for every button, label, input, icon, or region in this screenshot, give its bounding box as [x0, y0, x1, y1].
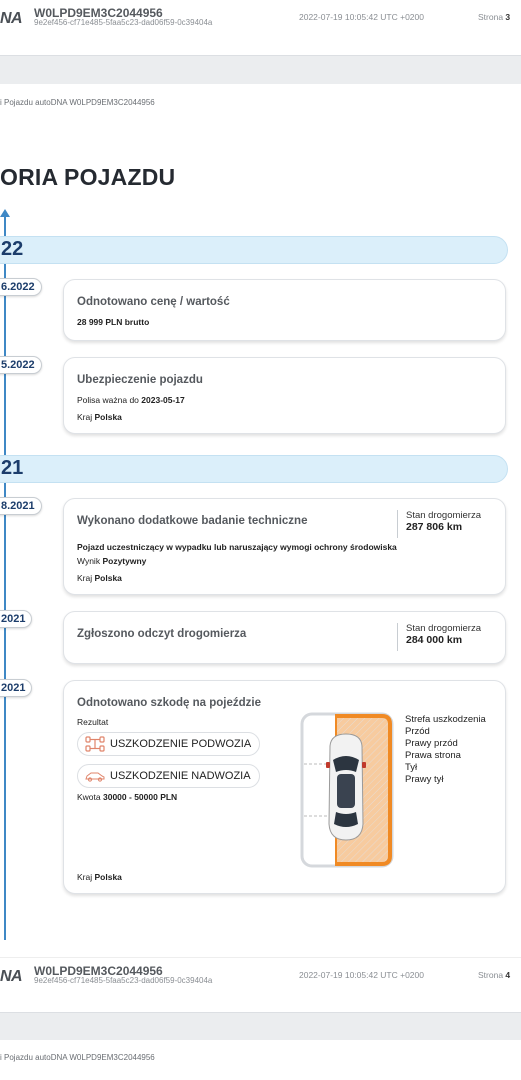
footer-timestamp: 2022-07-19 10:05:42 UTC +0200: [299, 12, 424, 22]
event-card-damage: [63, 680, 506, 894]
zone-item: Prawy tył: [405, 774, 444, 785]
event-title: Ubezpieczenie pojazdu: [77, 374, 203, 386]
car-body-icon: [84, 768, 106, 784]
event-date: 5.2022: [0, 356, 42, 374]
year-label: 21: [1, 457, 24, 479]
event-card-insurance: [63, 357, 506, 434]
odometer-label: Stan drogomierza: [406, 510, 481, 521]
year-band-2021: [0, 455, 508, 483]
result-line: Wynik Pozytywny: [77, 556, 147, 566]
footer-page-number: Strona 3: [478, 12, 511, 22]
odometer-reading: [397, 510, 481, 538]
country-line: Kraj Polska: [77, 573, 122, 583]
zone-item: Prawa strona: [405, 750, 461, 761]
car-damage-diagram: [300, 712, 394, 868]
event-date: 2021: [0, 610, 32, 628]
damage-zones-list: [405, 714, 486, 786]
page-footer-top: [0, 0, 521, 56]
event-title: Odnotowano cenę / wartość: [77, 296, 230, 308]
policy-line: Polisa ważna do 2023-05-17: [77, 395, 185, 405]
odometer-label: Stan drogomierza: [406, 623, 481, 634]
event-value: 28 999 PLN brutto: [77, 317, 150, 327]
odometer-value: 287 806 km: [406, 521, 463, 533]
event-card-inspection: [63, 498, 506, 595]
odometer-reading: [397, 623, 481, 651]
running-head: i Pojazdu autoDNA W0LPD9EM3C2044956: [0, 98, 155, 107]
zone-item: Prawy przód: [405, 738, 458, 749]
event-title: Wykonano dodatkowe badanie techniczne: [77, 515, 308, 527]
damage-label: USZKODZENIE NADWOZIA: [110, 770, 251, 782]
event-card-price: [63, 279, 506, 341]
event-date: 2021: [0, 679, 32, 697]
damage-tag-body: [77, 764, 260, 788]
autodna-logo: NA: [0, 968, 23, 985]
event-card-odometer: [63, 611, 506, 664]
footer-page-number: Strona 4: [478, 970, 511, 980]
event-date: 6.2022: [0, 278, 42, 296]
event-title: Zgłoszono odczyt drogomierza: [77, 628, 247, 640]
country-line: Kraj Polska: [77, 412, 122, 422]
page-title: ORIA POJAZDU: [0, 164, 176, 190]
running-head: i Pojazdu autoDNA W0LPD9EM3C2044956: [0, 1053, 155, 1062]
damage-label: USZKODZENIE PODWOZIA: [110, 738, 252, 750]
page-footer-bottom: [0, 957, 521, 1013]
inspection-note: Pojazd uczestniczący w wypadku lub naruszający wymogi ochrony środowiska: [77, 542, 397, 552]
footer-timestamp: 2022-07-19 10:05:42 UTC +0200: [299, 970, 424, 980]
footer-vin: W0LPD9EM3C2044956: [34, 6, 163, 20]
amount-line: Kwota 30000 - 50000 PLN: [77, 792, 178, 802]
car-top-view-icon: [326, 734, 366, 840]
event-date: 8.2021: [0, 497, 42, 515]
chassis-icon: [84, 736, 106, 752]
odometer-value: 284 000 km: [406, 634, 463, 646]
timeline-axis: [4, 214, 6, 940]
footer-vin: W0LPD9EM3C2044956: [34, 964, 163, 978]
country-line: Kraj Polska: [77, 872, 122, 882]
autodna-logo: NA: [0, 10, 23, 27]
year-label: 22: [1, 238, 24, 260]
zones-label: Strefa uszkodzenia: [405, 714, 486, 725]
year-band-2022: [0, 236, 508, 264]
zone-item: Tył: [405, 762, 418, 773]
footer-hash: 9e2ef456-cf71e485-5faa5c23-dad06f59-0c39404a: [34, 18, 213, 27]
timeline-arrow-icon: [0, 209, 10, 217]
zone-item: Przód: [405, 726, 430, 737]
damage-tag-chassis: [77, 732, 260, 756]
footer-hash: 9e2ef456-cf71e485-5faa5c23-dad06f59-0c39404a: [34, 976, 213, 985]
result-label: Rezultat: [77, 717, 109, 727]
event-title: Odnotowano szkodę na pojeździe: [77, 697, 262, 709]
